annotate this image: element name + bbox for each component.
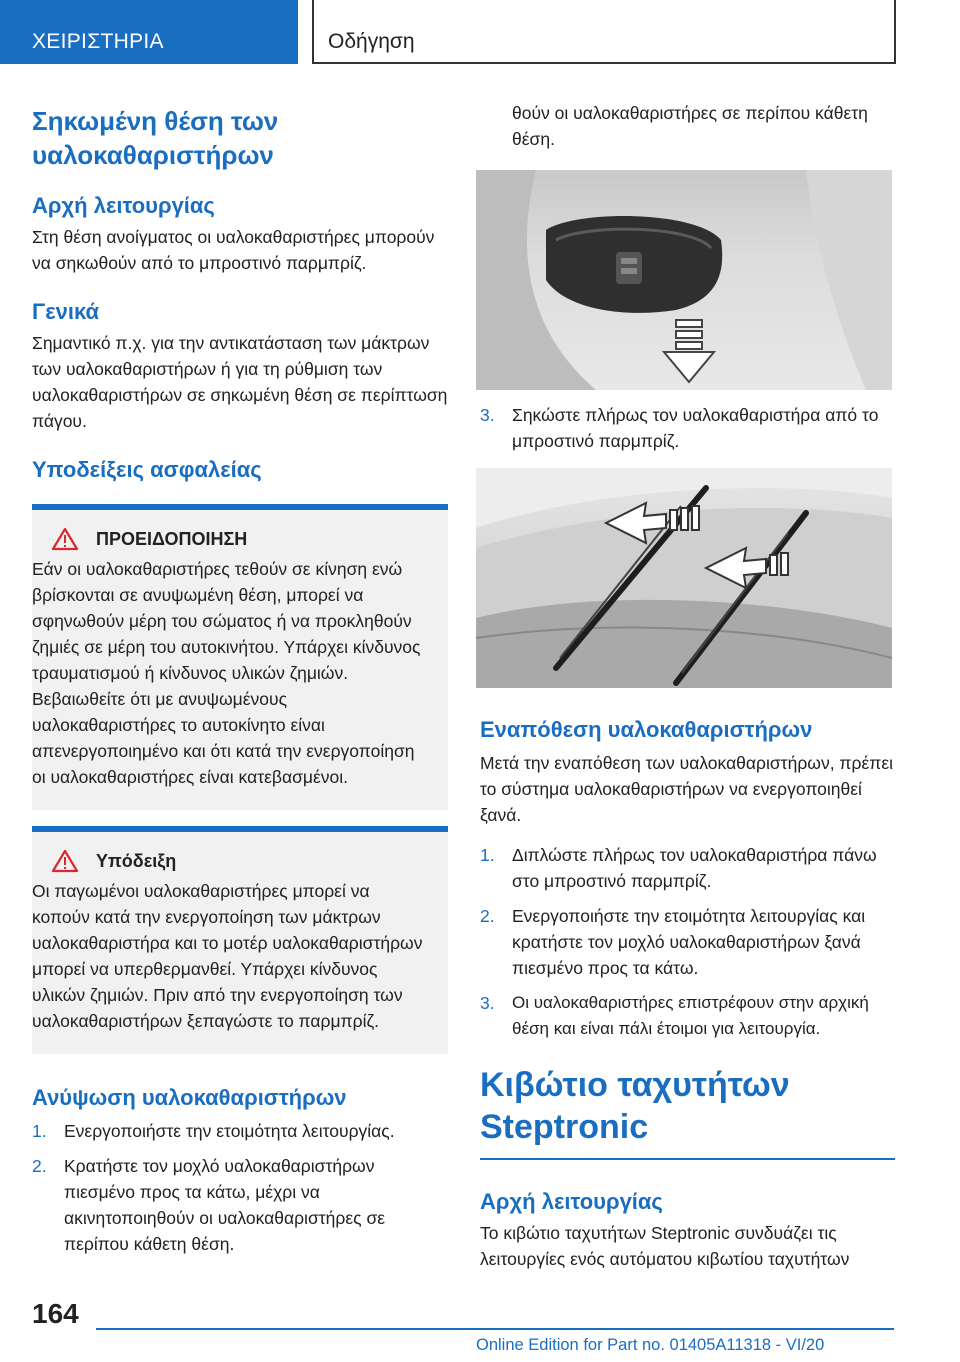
step-text: Διπλώστε πλήρως τον υαλοκαθαριστήρα πάνω στο μπροστινό παρμπρίζ. [512, 845, 877, 891]
list-item [480, 842, 895, 894]
raise-heading: Ανύψωση υαλοκαθαριστήρων [32, 1085, 347, 1110]
step-number: 2. [480, 906, 495, 926]
step-number: 3. [480, 405, 495, 425]
step-text: Ενεργοποιήστε την ετοιμότητα λειτουργίας. [64, 1121, 395, 1141]
warning-triangle-icon [52, 528, 78, 550]
list-item [480, 903, 895, 981]
general-text: Σημαντικό π.χ. για την αντικατάσταση των μάκτρων των υαλοκαθαριστήρων ή για τη ρύθμιση των υαλοκαθαριστήρων σε σηκωμένη θέση σε περίπτωση πάγου. [32, 333, 448, 431]
step-number: 1. [32, 1121, 47, 1141]
wipers-drawing [476, 468, 892, 688]
lower-heading: Εναπόθεση υαλοκαθαριστήρων [480, 717, 813, 742]
general-heading: Γενικά [32, 299, 100, 324]
right-column-bottom [480, 716, 895, 1272]
list-item [32, 1118, 448, 1144]
step-text: Ενεργοποιήστε την ετοιμότητα λειτουργίας και κρατήστε τον μοχλό υαλοκαθαριστήρων ξανά πιεσμένο προς τα κάτω. [512, 906, 866, 978]
warning-text: Εάν οι υαλοκαθαριστήρες τεθούν σε κίνηση ενώ βρίσκονται σε ανυψωμένη θέση, μπορεί να σφηνωθούν μέρη του σώματος ή να προκληθούν ζημιές σε μέρη του αυτοκινήτου. Υπάρχει κίνδυνος τραυματισμού ή κίνδυνος υλικών ζημιών. Βεβαιωθείτε ότι με ανυψωμένους υαλοκαθαριστήρες το αυτοκίνητο είναι απενεργοποιημένο και ότι κατά την ενεργοποίηση οι υαλοκαθαριστήρες είναι κατεβασμένοι. [32, 559, 421, 787]
header-subsection-tab [312, 0, 896, 64]
step-text: Σηκώστε πλήρως τον υαλοκαθαριστήρα από το μπροστινό παρμπρίζ. [512, 405, 879, 451]
footer-edition: Online Edition for Part no. 01405A11318 - VI/20 [476, 1336, 825, 1354]
gearbox-title: Κιβώτιο ταχυτήτων Steptronic [480, 1066, 790, 1146]
safety-heading: Υποδείξεις ασφαλείας [32, 457, 262, 482]
notice-box [32, 826, 448, 1054]
step-number: 1. [480, 845, 495, 865]
wiper-lever-drawing [476, 170, 892, 390]
list-item [480, 402, 895, 454]
notice-text: Οι παγωμένοι υαλοκαθαριστήρες μπορεί να κοπούν κατά την ενεργοποίηση των μάκτρων υαλοκαθαριστήρα και το μοτέρ υαλοκαθαριστήρων μπορεί να υπερθερμανθεί. Υπάρχει κίνδυνος υλικών ζημιών. Πριν από την ενεργοποίηση των υαλοκαθαριστήρων ξεπαγώστε το παρμπρίζ. [32, 881, 423, 1031]
warning-title: ΠΡΟΕΙΔΟΠΟΙΗΣΗ [96, 528, 248, 549]
right-column-middle [480, 402, 895, 463]
principle-heading: Αρχή λειτουργίας [32, 193, 215, 218]
header-subsection-label: Οδήγηση [328, 30, 415, 53]
step2-continued-text: θούν οι υαλοκαθαριστήρες σε περίπου κάθετη θέση. [512, 103, 868, 149]
right-column-top [512, 100, 895, 152]
raise-steps-list [32, 1118, 448, 1254]
step-number: 2. [32, 1156, 47, 1176]
list-item [32, 1153, 448, 1254]
footer-rule [96, 1328, 894, 1330]
left-column [32, 104, 448, 1254]
notice-title: Υπόδειξη [96, 850, 177, 871]
page-number: 164 [32, 1298, 79, 1329]
header-section-label: ΧΕΙΡΙΣΤΗΡΙΑ [32, 30, 164, 53]
lower-text: Μετά την εναπόθεση των υαλοκαθαριστήρων, πρέπει το σύστημα υαλοκαθαριστήρων να ενεργοποιηθεί ξανά. [480, 753, 894, 825]
lower-steps-list [480, 842, 895, 1042]
wiper-lever-illustration [476, 170, 892, 390]
principle-text: Στη θέση ανοίγματος οι υαλοκαθαριστήρες μπορούν να σηκωθούν από το μπροστινό παρμπρίζ. [32, 227, 435, 273]
gearbox-title-rule [480, 1158, 895, 1160]
step-number: 3. [480, 993, 495, 1013]
gearbox-principle-text: Το κιβώτιο ταχυτήτων Steptronic συνδυάζει τις λειτουργίες ενός αυτόματου κιβωτίου ταχυτήτων [480, 1223, 850, 1269]
windshield-wipers-illustration [476, 468, 892, 688]
header-section-tab [0, 0, 298, 64]
gearbox-principle-heading: Αρχή λειτουργίας [480, 1189, 663, 1214]
section-title-raised-wipers: Σηκωμένη θέση των υαλοκαθαριστήρων [32, 106, 279, 170]
step-text: Κρατήστε τον μοχλό υαλοκαθαριστήρων πιεσμένο προς τα κάτω, μέχρι να ακινητοποιηθούν οι υαλοκαθαριστήρες σε περίπου κάθετη θέση. [64, 1156, 386, 1254]
warning-box [32, 504, 448, 810]
notice-triangle-icon [52, 850, 78, 872]
list-item [480, 990, 895, 1042]
step-text: Οι υαλοκαθαριστήρες επιστρέφουν στην αρχική θέση και είναι πάλι έτοιμοι για λειτουργία. [512, 993, 869, 1038]
raise-steps-continued [480, 402, 895, 454]
